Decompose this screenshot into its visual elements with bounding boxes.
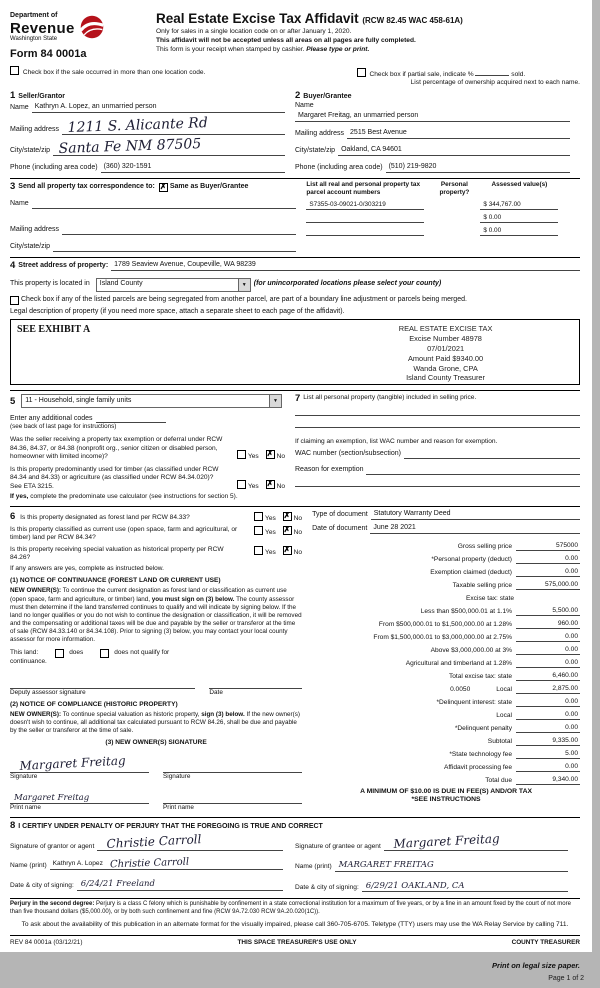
compliance-heading: (2) NOTICE OF COMPLIANCE (HISTORIC PROPERTY) — [10, 700, 178, 708]
segregated-parcel-checkbox[interactable] — [10, 296, 19, 305]
section-4-number: 4 — [10, 260, 16, 272]
delinquent-penalty-field[interactable]: 0.00 — [516, 724, 580, 733]
seller-phone-field[interactable]: (360) 320-1591 — [101, 163, 285, 173]
delinquent-interest-local-field[interactable]: 0.00 — [516, 711, 580, 720]
tax-row-label: Local — [496, 711, 512, 719]
new-owners-bold: NEW OWNER(S): — [10, 587, 62, 595]
exemption-yes-checkbox[interactable] — [237, 450, 246, 459]
partial-sale-label: Check box if partial sale, indicate % — [369, 71, 474, 78]
stamp-treasurer-name: Wanda Grone, CPA — [413, 363, 478, 373]
tax-row — [312, 694, 580, 707]
total-due-field[interactable]: 9,340.00 — [516, 776, 580, 785]
does-not-label: does not qualify for — [114, 649, 170, 657]
total-state-excise-field[interactable]: 6,460.00 — [516, 672, 580, 681]
grantor-date-city-label: Date & city of signing: — [10, 882, 74, 890]
section-7-number: 7 — [295, 393, 301, 405]
footer-row — [10, 935, 580, 947]
section-6-number: 6 — [10, 510, 16, 522]
section-4 — [10, 257, 580, 317]
affidavit-processing-fee-field[interactable]: 0.00 — [516, 763, 580, 772]
timber-question: Is this property predominantly used for timber (as classified under RCW 84.34 and 84.33) or agriculture (as classified under RCW 84.34.020)? See ETA 3215. — [10, 466, 219, 490]
section-1-number: 1 — [10, 90, 16, 102]
parcel-number-field[interactable]: S7355-03-09021-0/303219 — [306, 201, 424, 210]
grantee-print-name-label: Name (print) — [295, 863, 332, 871]
grantee-signature-label: Signature of grantee or agent — [295, 842, 381, 850]
buyer-name-field[interactable]: Margaret Freitag, an unmarried person — [295, 112, 570, 122]
section-7 — [295, 393, 580, 500]
correspondence-mailing-field[interactable] — [62, 225, 296, 235]
tier4-tax-field[interactable]: 0.00 — [516, 646, 580, 655]
tier3-tax-field[interactable]: 0.00 — [516, 633, 580, 642]
seller-city-label: City/state/zip — [10, 147, 51, 155]
unincorporated-note: (for unincorporated locations please select your county) — [253, 280, 442, 288]
grantor-print-name-label: Name (print) — [10, 861, 47, 869]
new-owner-print-handwriting: Margaret Freitag — [14, 792, 90, 803]
header-note-1: Only for sales in a single location code on or after January 1, 2020. — [156, 27, 352, 35]
buyer-phone-field[interactable]: (510) 219-9820 — [386, 163, 570, 173]
personal-property-column-header: Personal property? — [439, 181, 470, 197]
street-address-field[interactable]: 1789 Seaview Avenue, Coupeville, WA 98239 — [111, 261, 580, 271]
forest-yes-checkbox[interactable] — [254, 512, 263, 521]
grantee-signature-block — [295, 832, 580, 892]
buyer-city-field[interactable]: Oakland, CA 94601 — [338, 146, 570, 156]
parcel-number-field[interactable] — [306, 214, 424, 223]
tax-row-label: Less than $500,000.01 at 1.1% — [420, 607, 512, 615]
new-owner-signature-field-1[interactable] — [10, 753, 149, 773]
grantor-print-handwriting: Christie Carroll — [109, 856, 189, 870]
tax-row-label: Total due — [485, 776, 512, 784]
deputy-assessor-signature-field[interactable] — [10, 678, 195, 689]
partial-sale-checkbox[interactable] — [357, 68, 366, 77]
seller-mailing-label: Mailing address — [10, 126, 60, 134]
seller-city-field[interactable] — [53, 135, 285, 157]
section-6 — [10, 509, 312, 812]
deputy-signature-label: Deputy assessor signature — [10, 688, 86, 696]
page-number: Page 1 of 2 — [548, 975, 584, 982]
grantee-signature-handwriting: Margaret Freitag — [392, 831, 500, 852]
exemption-no-checkbox[interactable] — [266, 450, 275, 459]
correspondence-mailing-label: Mailing address — [10, 225, 60, 233]
exemption-claimed-field[interactable]: 0.00 — [516, 568, 580, 577]
treasurer-space-label: THIS SPACE TREASURER'S USE ONLY — [237, 939, 357, 947]
document-date-field[interactable]: June 28 2021 — [370, 524, 580, 534]
document-date-label: Date of document — [312, 525, 368, 533]
agricultural-tax-field[interactable]: 0.00 — [516, 659, 580, 668]
personal-property-list-label: List all personal property (tangible) included in selling price. — [303, 394, 477, 402]
stamp-excise-number: Excise Number 48978 — [409, 334, 482, 344]
county-dropdown-value: Island County — [99, 280, 143, 288]
tax-row-label: *Personal property (deduct) — [431, 555, 512, 563]
section-3 — [10, 178, 580, 252]
top-checkbox-row — [10, 66, 580, 87]
no-label: No — [276, 482, 285, 490]
additional-codes-note: (see back of last page for instructions) — [10, 423, 117, 431]
parcel-row — [306, 227, 580, 236]
tax-row-label: Affidavit processing fee — [443, 763, 512, 771]
seller-mailing-field[interactable] — [62, 114, 285, 136]
seller-city-handwriting: Santa Fe NM 87505 — [58, 135, 202, 157]
same-as-buyer-checkbox[interactable] — [159, 183, 168, 192]
tax-row — [312, 746, 580, 759]
grantee-print-handwriting: MARGARET FREITAG — [338, 860, 434, 871]
timber-no-checkbox[interactable] — [266, 480, 275, 489]
section-5-number: 5 — [10, 395, 16, 407]
exemption-claim-label: If claiming an exemption, list WAC number and reason for exemption. — [295, 437, 498, 445]
no-label: No — [276, 452, 285, 460]
yes-label: Yes — [247, 482, 259, 490]
form-number: Form 84 0001a — [10, 48, 87, 61]
historic-no-checkbox[interactable] — [283, 546, 292, 555]
seller-name-field[interactable]: Kathryn A. Lopez, an unmarried person — [32, 103, 285, 113]
minimum-due-note: A MINIMUM OF $10.00 IS DUE IN FEE(S) AND/OR TAX — [360, 787, 533, 795]
assessed-value-field[interactable]: $ 0.00 — [480, 227, 558, 236]
new-owner-signature-field-2[interactable] — [163, 762, 302, 773]
new-owner-print-name-field-1[interactable] — [10, 793, 149, 805]
tax-row — [312, 538, 580, 551]
tax-row-label: *State technology fee — [449, 750, 512, 758]
section-8-number: 8 — [10, 820, 16, 832]
tax-row — [312, 655, 580, 668]
dropdown-arrow-icon — [269, 395, 281, 407]
seller-section — [10, 91, 295, 173]
additional-codes-field[interactable] — [96, 413, 166, 423]
grantee-date-city-label: Date & city of signing: — [295, 884, 359, 892]
header — [10, 12, 580, 62]
land-use-code-dropdown[interactable] — [21, 394, 282, 408]
grantee-date-city-field[interactable] — [362, 881, 568, 893]
perjury-text: Perjury is a class C felony which is punishable by confinement in a state correctional institution for a maximum of five years, or by a fine in an amount fixed by the court of not more than five thousand dollars ($5,000.00), or by both such confinement and fine (RCW 9A.72.030 RCW 9A.20.020(1C)). — [10, 901, 571, 916]
tax-row — [312, 772, 580, 785]
tax-row-label: Exemption claimed (deduct) — [430, 568, 512, 576]
tax-row — [312, 616, 580, 629]
tax-row — [312, 629, 580, 642]
dropdown-arrow-icon — [238, 279, 250, 291]
legal-paper-note: Print on legal size paper. — [492, 961, 580, 971]
buyer-section — [295, 91, 580, 173]
signature-caption: Signature — [163, 772, 191, 780]
state-technology-fee-field[interactable]: 5.00 — [516, 750, 580, 759]
correspondence-name-label: Name — [10, 199, 29, 207]
form-title-code: (RCW 82.45 WAC 458-61A) — [362, 16, 463, 25]
seller-phone-label: Phone (including area code) — [10, 164, 98, 172]
treasurer-stamp — [312, 320, 579, 384]
local-excise-field[interactable]: 2,875.00 — [516, 685, 580, 694]
current-use-yes-checkbox[interactable] — [254, 526, 263, 535]
must-sign-bold: you must sign on (3) below. — [151, 595, 235, 603]
sign-below-bold: sign (3) below. — [201, 710, 245, 718]
tax-row-label: Agricultural and timberland at 1.28% — [405, 659, 512, 667]
grantee-signature-field[interactable] — [384, 831, 568, 852]
grantee-date-handwriting: 6/29/21 OAKLAND, CA — [365, 880, 465, 891]
assessed-value-field[interactable]: $ 0.00 — [480, 214, 558, 223]
alternate-format-note: To ask about the availability of this publication in an alternate format for the visually impaired, please call 360-705-6705. Teletype (TTY) users may use the WA Relay Service by calling 711. — [21, 920, 569, 928]
wac-number-field[interactable] — [404, 449, 580, 459]
seller-mailing-handwriting: 1211 S. Alicante Rd — [67, 114, 209, 136]
segregated-parcel-label: Check box if any of the listed parcels are being segregated from another parcel, are part of a boundary line adjustment or parcels being merged. — [21, 295, 467, 303]
grantor-signature-label: Signature of grantor or agent — [10, 842, 95, 850]
tax-row — [312, 603, 580, 616]
parcel-column-header: List all real and personal property tax parcel account numbers — [306, 181, 421, 197]
continuance-heading: (1) NOTICE OF CONTINUANCE (FOREST LAND OR CURRENT USE) — [10, 577, 221, 585]
land-does-not-checkbox[interactable] — [100, 649, 109, 658]
section-5-7-row — [10, 390, 580, 500]
parcel-row — [306, 214, 580, 223]
grantor-signature-field[interactable] — [97, 832, 283, 852]
section-6-tax-row — [10, 506, 580, 812]
multi-location-checkbox[interactable] — [10, 66, 19, 75]
seller-name-label: Name — [10, 104, 29, 112]
grantor-date-city-field[interactable] — [77, 879, 283, 891]
tax-row-label: Above $3,000,000.00 at 3% — [430, 646, 512, 654]
stamp-amount-paid: Amount Paid $9340.00 — [407, 353, 484, 363]
additional-codes-label: Enter any additional codes — [10, 414, 93, 422]
tax-row-label: Gross selling price — [457, 542, 512, 550]
legal-description-box — [10, 319, 580, 385]
gross-selling-price-field[interactable]: 575000 — [516, 542, 580, 551]
tax-row — [312, 759, 580, 772]
partial-sale-sold-label: sold. — [511, 71, 526, 78]
deputy-assessor-date-field[interactable] — [209, 678, 302, 689]
dor-logo-block — [10, 12, 150, 62]
tax-row-label: Subtotal — [487, 737, 512, 745]
buyer-section-title: Buyer/Grantee — [303, 93, 352, 101]
yes-label: Yes — [247, 452, 259, 460]
tax-row-label: *Delinquent penalty — [454, 724, 512, 732]
deputy-date-label: Date — [209, 688, 223, 696]
tax-row — [312, 642, 580, 655]
signature-caption: Signature — [10, 772, 38, 780]
title-block — [150, 12, 580, 62]
timber-yes-checkbox[interactable] — [237, 480, 246, 489]
same-as-buyer-label: Same as Buyer/Grantee — [169, 182, 249, 190]
street-address-label: Street address of property: — [18, 261, 109, 269]
county-dropdown[interactable] — [96, 278, 251, 292]
legal-description-area[interactable] — [11, 320, 312, 384]
continuance-text-2: The county assessor must then determine if the land transferred continues to qualify and will indicate by signing below. If the land no longer qualifies or you do not wish to continue the designation or classification, it will be removed and the compensating or additional taxes will be due and payable by the seller or transferor at the time of sale (RCW 84.33.140 or 84.34.108). Prior to signing (3) below, you may contact your local county assessor for more information. — [10, 595, 302, 644]
section-2-number: 2 — [295, 90, 301, 102]
this-land-label: This land: — [10, 649, 39, 657]
tax-row — [312, 577, 580, 590]
correspondence-label: Send all property tax correspondence to: — [18, 182, 155, 190]
new-owner-signature-heading: (3) NEW OWNER(S) SIGNATURE — [105, 739, 207, 747]
exemption-question: Was the seller receiving a property tax exemption or deferral under RCW 84.36, 84.37, or 84.38 (nonprofit org., senior citizen or disabled person, homeowner with limited income)? — [10, 436, 223, 460]
ownership-percentage-note: List percentage of ownership acquired next to each name. — [410, 79, 580, 87]
perjury-notice — [10, 898, 580, 917]
buyer-mailing-label: Mailing address — [295, 130, 345, 138]
header-note-3: This form is your receipt when stamped by cashier. — [156, 46, 305, 54]
parcel-table — [306, 181, 580, 236]
taxable-selling-price-field[interactable]: 575,000.00 — [516, 581, 580, 590]
historic-yes-checkbox[interactable] — [254, 546, 263, 555]
yes-label: Yes — [265, 514, 276, 522]
document-type-label: Type of document — [312, 511, 368, 519]
property-located-label: This property is located in — [10, 280, 90, 288]
continuance-label: continuance. — [10, 657, 47, 665]
current-use-question: Is this property classified as current use (open space, farm and agricultural, or timber) land per RCW 84.34? — [10, 526, 238, 542]
partial-sale-percent-input[interactable] — [475, 66, 509, 76]
land-use-code-value: 11 - Household, single family units — [25, 397, 132, 405]
compliance-text-1: To continue special valuation as historic property, — [61, 710, 202, 718]
tax-row — [312, 707, 580, 720]
wac-number-label: WAC number (section/subsection) — [295, 450, 401, 458]
washington-state-label: Washington State — [10, 35, 58, 42]
section-3-number: 3 — [10, 181, 16, 193]
tier1-tax-field[interactable]: 5,500.00 — [516, 607, 580, 616]
buyer-mailing-field[interactable]: 2515 Best Avenue — [347, 129, 570, 139]
tax-table — [312, 538, 580, 785]
tax-row-label: *Delinquent interest: state — [436, 698, 512, 706]
stamp-date: 07/01/2021 — [427, 344, 465, 353]
tax-row — [312, 551, 580, 564]
tax-row-label: From $1,500,000.01 to $3,000,000.00 at 2.75% — [373, 633, 512, 641]
type-or-print-note: Please type or print. — [306, 46, 370, 54]
yes-label: Yes — [265, 529, 276, 537]
tax-row — [312, 668, 580, 681]
no-label: No — [293, 529, 303, 537]
exemption-reason-label: Reason for exemption — [295, 466, 364, 474]
new-owner-signature-handwriting: Margaret Freitag — [19, 753, 126, 773]
compliance-text-2: If the new owner(s) doesn't wish to continue, all additional tax calculated pursuant to RCW 84.26, shall be due and payable by the seller or transferor at the time of sale. — [10, 710, 300, 735]
document-type-field[interactable]: Statutory Warranty Deed — [371, 510, 580, 520]
grantor-signature-block — [10, 832, 295, 892]
delinquent-interest-state-field[interactable]: 0.00 — [516, 698, 580, 707]
dor-logo-icon — [79, 14, 105, 40]
assessed-value-field[interactable]: $ 344,767.00 — [480, 201, 558, 210]
exemption-reason-field[interactable] — [366, 465, 580, 475]
forest-land-question: Is this property designated as forest land per RCW 84.33? — [20, 513, 190, 521]
no-label: No — [293, 514, 303, 522]
tax-row — [312, 720, 580, 733]
land-does-checkbox[interactable] — [55, 649, 64, 658]
exhibit-text: SEE EXHIBIT A — [17, 324, 91, 336]
header-note-2: This affidavit will not be accepted unless all areas on all pages are fully completed. — [156, 37, 416, 45]
if-yes-instruction: If any answers are yes, complete as instructed below. — [10, 565, 164, 573]
personal-property-deduct-field[interactable]: 0.00 — [516, 555, 580, 564]
section-5 — [10, 393, 295, 500]
tax-row-label: Total excise tax: state — [448, 672, 512, 680]
local-rate-field[interactable]: 0.0050 — [450, 685, 471, 693]
grantor-signature-handwriting: Christie Carroll — [106, 832, 203, 852]
continuance-text-1: To continue the current designation as forest land or classification as current use (open space, farm and agriculture, or timber) land, — [10, 587, 287, 603]
assessed-value-column-header: Assessed value(s) — [491, 181, 548, 189]
perjury-bold: Perjury in the second degree: — [10, 901, 95, 908]
forest-no-checkbox[interactable] — [283, 512, 292, 521]
stamp-treasurer-title: Island County Treasurer — [406, 373, 485, 383]
parcel-number-field[interactable] — [306, 227, 424, 236]
tax-row — [312, 733, 580, 746]
seller-section-title: Seller/Grantor — [18, 93, 65, 101]
if-yes-note-bold: If yes, — [10, 492, 29, 500]
section-8 — [10, 817, 580, 892]
tax-calculation-section — [312, 509, 580, 812]
parcel-row — [306, 201, 580, 210]
grantor-date-handwriting: 6/24/21 Freeland — [80, 879, 155, 890]
new-owner-print-name-field-2[interactable] — [163, 793, 302, 805]
new-owners-bold: NEW OWNER(S): — [10, 710, 62, 718]
print-name-caption: Print name — [163, 804, 194, 812]
print-name-caption: Print name — [10, 804, 41, 812]
yes-label: Yes — [265, 548, 276, 556]
tax-row-label: Taxable selling price — [452, 581, 512, 589]
revision-number: REV 84 0001a (03/12/21) — [10, 939, 83, 947]
legal-description-label: Legal description of property (if you need more space, attach a separate sheet to each page of the affidavit). — [10, 307, 345, 315]
tax-row — [312, 564, 580, 577]
tax-row-label: From $500,000.01 to $1,500,000.00 at 1.28% — [378, 620, 512, 628]
excise-tax-state-label: Excise tax: state — [465, 594, 514, 602]
county-treasurer-label: COUNTY TREASURER — [511, 939, 580, 947]
stamp-title: REAL ESTATE EXCISE TAX — [398, 324, 493, 334]
certify-statement: I CERTIFY UNDER PENALTY OF PERJURY THAT THE FOREGOING IS TRUE AND CORRECT — [18, 823, 323, 831]
subtotal-field[interactable]: 9,335.00 — [516, 737, 580, 746]
buyer-name-label: Name — [295, 102, 314, 110]
correspondence-city-label: City/state/zip — [10, 242, 51, 250]
grantor-print-name-field[interactable]: Kathryn A. Lopez Christie Carroll — [50, 860, 283, 870]
tax-row — [312, 590, 580, 603]
correspondence-name-field[interactable] — [32, 199, 297, 209]
does-label: does — [69, 649, 84, 657]
historic-question: Is this property receiving special valuation as historical property per RCW 84.26? — [10, 545, 224, 561]
personal-property-line-1[interactable] — [295, 404, 580, 416]
current-use-no-checkbox[interactable] — [283, 526, 292, 535]
multi-location-label: Check box if the sale occurred in more than one location code. — [22, 69, 206, 76]
tier2-tax-field[interactable]: 960.00 — [516, 620, 580, 629]
grantee-print-name-field[interactable] — [335, 860, 568, 872]
revenue-label: Revenue — [10, 19, 75, 37]
tax-row — [312, 681, 580, 694]
correspondence-city-field[interactable] — [53, 242, 296, 252]
buyer-phone-label: Phone (including area code) — [295, 164, 383, 172]
see-instructions-note: *SEE INSTRUCTIONS — [411, 796, 481, 804]
exemption-reason-line-2[interactable] — [295, 475, 580, 487]
form-title: Real Estate Excise Tax Affidavit — [156, 11, 359, 26]
no-label: No — [293, 548, 303, 556]
personal-property-line-2[interactable] — [295, 416, 580, 428]
if-yes-note: complete the predominate use calculator (see instructions for section 5). — [30, 492, 238, 500]
buyer-city-label: City/state/zip — [295, 147, 336, 155]
department-of-label: Department of — [10, 12, 58, 19]
tax-row-label: Local — [496, 685, 512, 693]
